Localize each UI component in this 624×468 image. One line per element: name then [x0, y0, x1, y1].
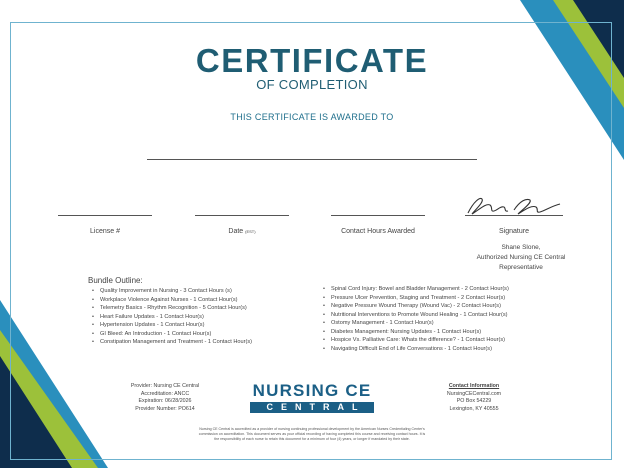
list-item: • Quality Improvement in Nursing - 3 Contact Hours (s) — [92, 287, 252, 296]
contact-hours-label: Contact Hours Awarded — [341, 228, 415, 235]
contact-website: NursingCECentral.com — [446, 390, 502, 397]
list-item: • Navigating Difficult End of Life Conversations - 1 Contact Hour(s) — [323, 345, 509, 354]
bundle-list-left — [92, 287, 252, 347]
list-item: • Telemetry Basics - Rhythm Recognition - 5 Contact Hour(s) — [92, 304, 252, 313]
provider-info — [100, 383, 230, 413]
signatory-name: Shane Slone, — [501, 244, 541, 251]
list-item: • Negative Pressure Wound Therapy (Wound Vac) - 2 Contact Hour(s) — [323, 302, 509, 311]
bundle-list-right — [323, 285, 509, 353]
signatory-role: Representative — [499, 264, 543, 271]
list-item: • Spinal Cord Injury: Bowel and Bladder Management - 2 Contact Hour(s) — [323, 285, 509, 294]
bundle-outline-title: Bundle Outline: — [88, 276, 143, 285]
awarded-to-text: THIS CERTIFICATE IS AWARDED TO — [230, 112, 394, 122]
provider-expiration: Expiration: 06/28/2026 — [138, 398, 192, 404]
provider-number: Provider Number: PO614 — [135, 405, 195, 412]
contact-po-box: PO Box 54229 — [456, 398, 492, 404]
list-item: • Hypertension Updates - 1 Contact Hour(s) — [92, 321, 252, 330]
date-timezone: (EST) — [245, 229, 256, 234]
nursing-ce-central-logo — [250, 382, 374, 413]
disclaimer-line: commission on accreditation. This document serves as your official recording of having completed this course and receiving contact hours. It is — [198, 432, 426, 436]
signatory-block — [440, 243, 602, 273]
logo-top-text: NURSING CE — [252, 381, 372, 400]
list-item: • Diabetes Management: Nursing Updates - 1 Contact Hour(s) — [323, 328, 509, 337]
list-item: • Nutritional Interventions to Promote Wound Healing - 1 Contact Hour(s) — [323, 311, 509, 320]
list-item: • Pressure Ulcer Prevention, Staging and Treatment - 2 Contact Hour(s) — [323, 294, 509, 303]
signatory-title: Authorized Nursing CE Central — [476, 254, 566, 261]
date-label: Date (EST) — [228, 228, 256, 235]
logo-bottom-text: CENTRAL — [250, 402, 374, 413]
list-item: • Workplace Violence Against Nurses - 1 Contact Hour(s) — [92, 296, 252, 305]
contact-info — [428, 383, 520, 413]
signature-image — [460, 195, 570, 217]
recipient-name-line — [147, 159, 477, 160]
license-label: License # — [90, 228, 120, 235]
list-item: • GI Bleed: An Introduction - 1 Contact Hour(s) — [92, 330, 252, 339]
date-line — [195, 215, 289, 216]
list-item: • Heart Failure Updates - 1 Contact Hour(s) — [92, 313, 252, 322]
accreditation-disclaimer — [135, 427, 489, 442]
list-item: • Hospice Vs. Palliative Care: Whats the difference? - 1 Contact Hour(s) — [323, 336, 509, 345]
contact-heading: Contact Information — [448, 383, 500, 389]
contact-hours-line — [331, 215, 425, 216]
list-item: • Ostomy Management - 1 Contact Hour(s) — [323, 319, 509, 328]
provider-name: Provider: Nursing CE Central — [130, 383, 200, 389]
contact-city: Lexington, KY 40555 — [449, 405, 499, 412]
provider-accreditation: Accreditation: ANCC — [140, 390, 190, 397]
disclaimer-line: the responsibility of each nurse to retain this document for a minimum of four (4) years, or longer if mandated by their state. — [214, 437, 410, 441]
license-line — [58, 215, 152, 216]
signature-label: Signature — [499, 228, 529, 235]
certificate-title: CERTIFICATE — [195, 42, 429, 79]
list-item: • Constipation Management and Treatment - 1 Contact Hour(s) — [92, 338, 252, 347]
disclaimer-line: Nursing CE Central is accredited as a provider of nursing continuing professional development by the American Nurses Credentialing Center's — [199, 427, 425, 431]
certificate-subtitle: OF COMPLETION — [256, 77, 368, 92]
